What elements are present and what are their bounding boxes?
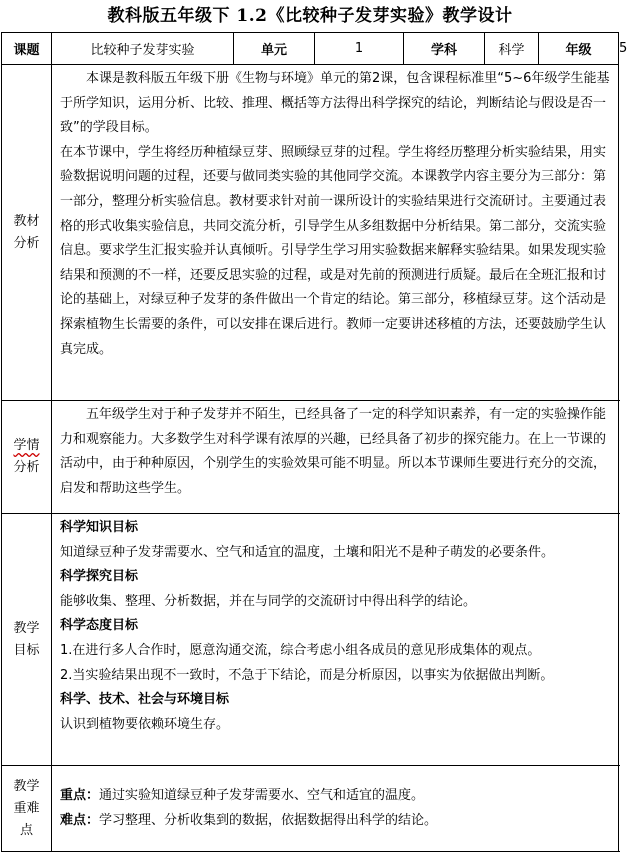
inquiry-goal-title: 科学探究目标 — [60, 569, 139, 585]
unit-label: 单元 — [234, 33, 315, 65]
students-text: 五年级学生对于种子发芽并不陌生，已经具备了一定的科学知识素养，有一定的实验操作能力和观察能力。大多数学生对科学课有浓厚的兴趣，已经具备了初步的探究能力。在上一节课的活动中，由于种种原因，个别学生的实验效果可能不明显。所以本节课师生要进行充分的交流，启发和帮助这些学生。 — [60, 407, 607, 496]
keypoints-content — [52, 766, 619, 852]
analysis-row — [2, 65, 619, 401]
students-row — [2, 401, 619, 514]
analysis-content — [52, 65, 619, 401]
difficult-point — [60, 809, 614, 834]
knowledge-goal-text: 知道绿豆种子发芽需要水、空气和适宜的温度，土壤和阳光不是种子萌发的必要条件。 — [60, 544, 555, 560]
document-title: 教科版五年级下 1.2《比较种子发芽实验》教学设计 — [107, 6, 513, 26]
analysis-label-line1: 教材 — [13, 213, 40, 229]
keypoints-label-line2: 重难 — [13, 800, 40, 816]
key-point — [60, 784, 614, 809]
goals-content — [52, 514, 619, 766]
inquiry-goal-text: 能够收集、整理、分析数据，并在与同学的交流研讨中得出科学的结论。 — [60, 593, 477, 609]
analysis-paragraph-1: 本课是教科版五年级下册《生物与环境》单元的第2课，包含课程标准里“5~6年级学生能基于所学知识，运用分析、比较、推理、概括等方法得出科学探究的结论，判断结论与假设是否一致”的学段目标。 — [60, 71, 610, 136]
key-point-text: 通过实验知道绿豆种子发芽需要水、空气和适宜的温度。 — [99, 787, 425, 803]
students-label — [2, 401, 52, 514]
analysis-label — [2, 65, 52, 401]
difficult-point-text: 学习整理、分析收集到的数据，依据数据得出科学的结论。 — [99, 812, 438, 828]
keypoints-label — [2, 766, 52, 852]
attitude-goal-item-2: 2.当实验结果出现不一致时，不急于下结论，而是分析原因，以事实为依据做出判断。 — [60, 667, 554, 683]
grade-label: 年级 — [539, 33, 619, 65]
goals-label-line1: 教学 — [13, 620, 40, 636]
analysis-paragraph-2: 在本节课中，学生将经历种植绿豆芽、照顾绿豆芽的过程。学生将经历整理分析实验结果，用实验数据说明问题的过程，还要与做同类实验的其他同学交流。本课教学内容主要分为三部分：第一部分，整理分析实验信息。教材要求针对前一课所设计的实验结果进行交流研讨。主要通过表格的形式收集实验信息，共同交流分析，引导学生从多组数据中分析结果。第二部分，交流实验信息。要求学生汇报实验并认真倾听。引导学生学习用实验数据来解释实验结果。如果发现实验结果和预测的不一样，还要反思实验的过程，或是对先前的预测进行质疑。最后在全班汇报和讨论的基础上，对绿豆种子发芽的条件做出一个肯定的结论。第三部分，移植绿豆芽。这个活动是探索植物生长需要的条件，可以安排在课后进行。教师一定要讲述移植的方法，还要鼓励学生认真完成。 — [60, 144, 607, 357]
keypoints-row — [2, 766, 619, 852]
difficult-point-label: 难点： — [60, 812, 100, 828]
keypoints-label-line3: 点 — [19, 822, 33, 838]
students-label-line1: 学情 — [13, 438, 40, 453]
attitude-goal-title: 科学态度目标 — [60, 618, 139, 634]
keypoints-label-line1: 教学 — [13, 778, 40, 794]
sts-goal-title: 科学、技术、社会与环境目标 — [60, 692, 230, 708]
header-row: 课题 比较种子发芽实验 单元 1 学科 科学 年级 5 — [2, 33, 619, 65]
key-point-label: 重点： — [60, 787, 100, 803]
topic-label: 课题 — [2, 33, 52, 65]
topic-value: 比较种子发芽实验 — [52, 33, 234, 65]
goals-label — [2, 514, 52, 766]
sts-goal-text: 认识到植物要依赖环境生存。 — [60, 716, 230, 732]
students-content — [52, 401, 619, 514]
subject-value: 科学 — [485, 33, 539, 65]
students-label-line2: 分析 — [13, 460, 40, 475]
knowledge-goal-title: 科学知识目标 — [60, 520, 139, 535]
goals-label-line2: 目标 — [13, 642, 40, 658]
subject-label: 学科 — [404, 33, 485, 65]
attitude-goal-item-1: 1.在进行多人合作时，愿意沟通交流，综合考虑小组各成员的意见形成集体的观点。 — [60, 642, 541, 658]
goals-row — [2, 514, 619, 766]
lesson-plan-table — [1, 32, 627, 852]
analysis-label-line2: 分析 — [13, 235, 40, 251]
unit-value: 1 — [315, 33, 404, 65]
